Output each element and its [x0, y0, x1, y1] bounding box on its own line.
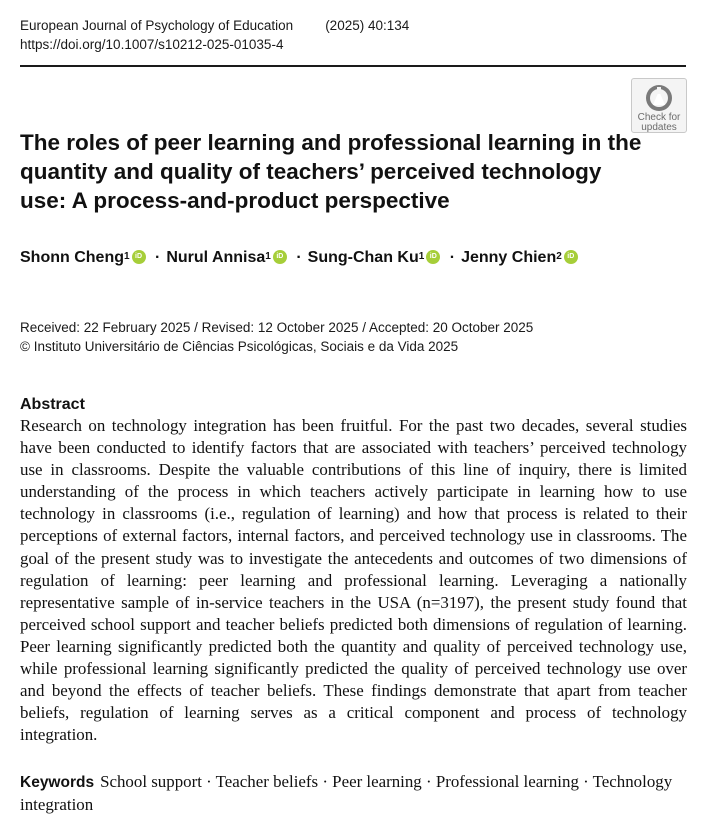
check-for-updates-badge[interactable]: [631, 78, 687, 133]
abstract-heading: Abstract: [20, 396, 85, 413]
orcid-icon[interactable]: iD: [426, 250, 440, 264]
author-affiliation: 1: [123, 251, 130, 262]
journal-volume: (2025) 40:134: [325, 18, 410, 33]
author-affiliation: 1: [418, 251, 425, 262]
badge-line2: updates: [641, 122, 677, 133]
orcid-icon[interactable]: iD: [564, 250, 578, 264]
author-separator: ·: [296, 249, 302, 266]
author-separator: ·: [155, 249, 161, 266]
paper-title: The roles of peer learning and professional learning in the quantity and quality of teachers’ perceived technology use: A process-and-product perspective: [20, 130, 642, 213]
orcid-icon[interactable]: iD: [273, 250, 287, 264]
journal-header: [20, 16, 409, 54]
publication-info: [20, 318, 533, 356]
journal-name: European Journal of Psychology of Education: [20, 18, 294, 33]
history-dates: Received: 22 February 2025 / Revised: 12 October 2025 / Accepted: 20 October 2025: [20, 320, 534, 335]
author-name[interactable]: Shonn Cheng: [20, 249, 124, 266]
copyright-line: © Instituto Universitário de Ciências Psicológicas, Sociais e da Vida 2025: [20, 339, 459, 354]
author-affiliation: 1: [265, 251, 271, 262]
doi-link[interactable]: https://doi.org/10.1007/s10212-025-01035-4: [20, 37, 284, 52]
author-name[interactable]: Nurul Annisa: [166, 249, 266, 266]
orcid-icon[interactable]: iD: [132, 250, 146, 264]
header-rule: [20, 65, 686, 67]
author-separator: ·: [449, 249, 456, 266]
badge-line1: Check for: [637, 112, 681, 123]
keywords-text: School support · Teacher beliefs · Peer learning · Professional learning · Technology integration: [20, 772, 673, 815]
author-affiliation: 2: [556, 251, 562, 262]
author-name[interactable]: Sung-Chan Ku: [307, 249, 419, 266]
author-name[interactable]: Jenny Chien: [461, 249, 557, 266]
keywords-heading: Keywords: [20, 774, 95, 791]
keywords-section: [20, 771, 687, 816]
check-updates-icon: [644, 83, 674, 113]
author-list: [20, 247, 578, 269]
abstract-text: Research on technology integration has been fruitful. For the past two decades, several studies have been conducted to identify factors that are associated with teachers’ perceived technology use in classrooms. Despite the valuable contributions of this line of inquiry, there is limited understanding of the process in which teachers actively participate in learning how to use technology in classrooms (i.e., regulation of learning) and how that process is related to their perceptions of external factors, internal factors, and perceived technology use in classrooms. The goal of the present study was to investigate the antecedents and outcomes of two dimensions of regulation of learning: peer learning and professional learning. Leveraging a nationally representative sample of in-service teachers in the USA (n=3197), the present study found that perceived school support and teacher beliefs predicted both dimensions of regulation of learning. Peer learning significantly predicted both the quantity and quality of perceived technology use, while professional learning significantly predicted the quality of perceived technology use over and beyond the effects of teacher beliefs. These findings demonstrate that apart from teacher beliefs, regulation of learning serves as a critical component and process of technology integration.: [20, 416, 687, 745]
